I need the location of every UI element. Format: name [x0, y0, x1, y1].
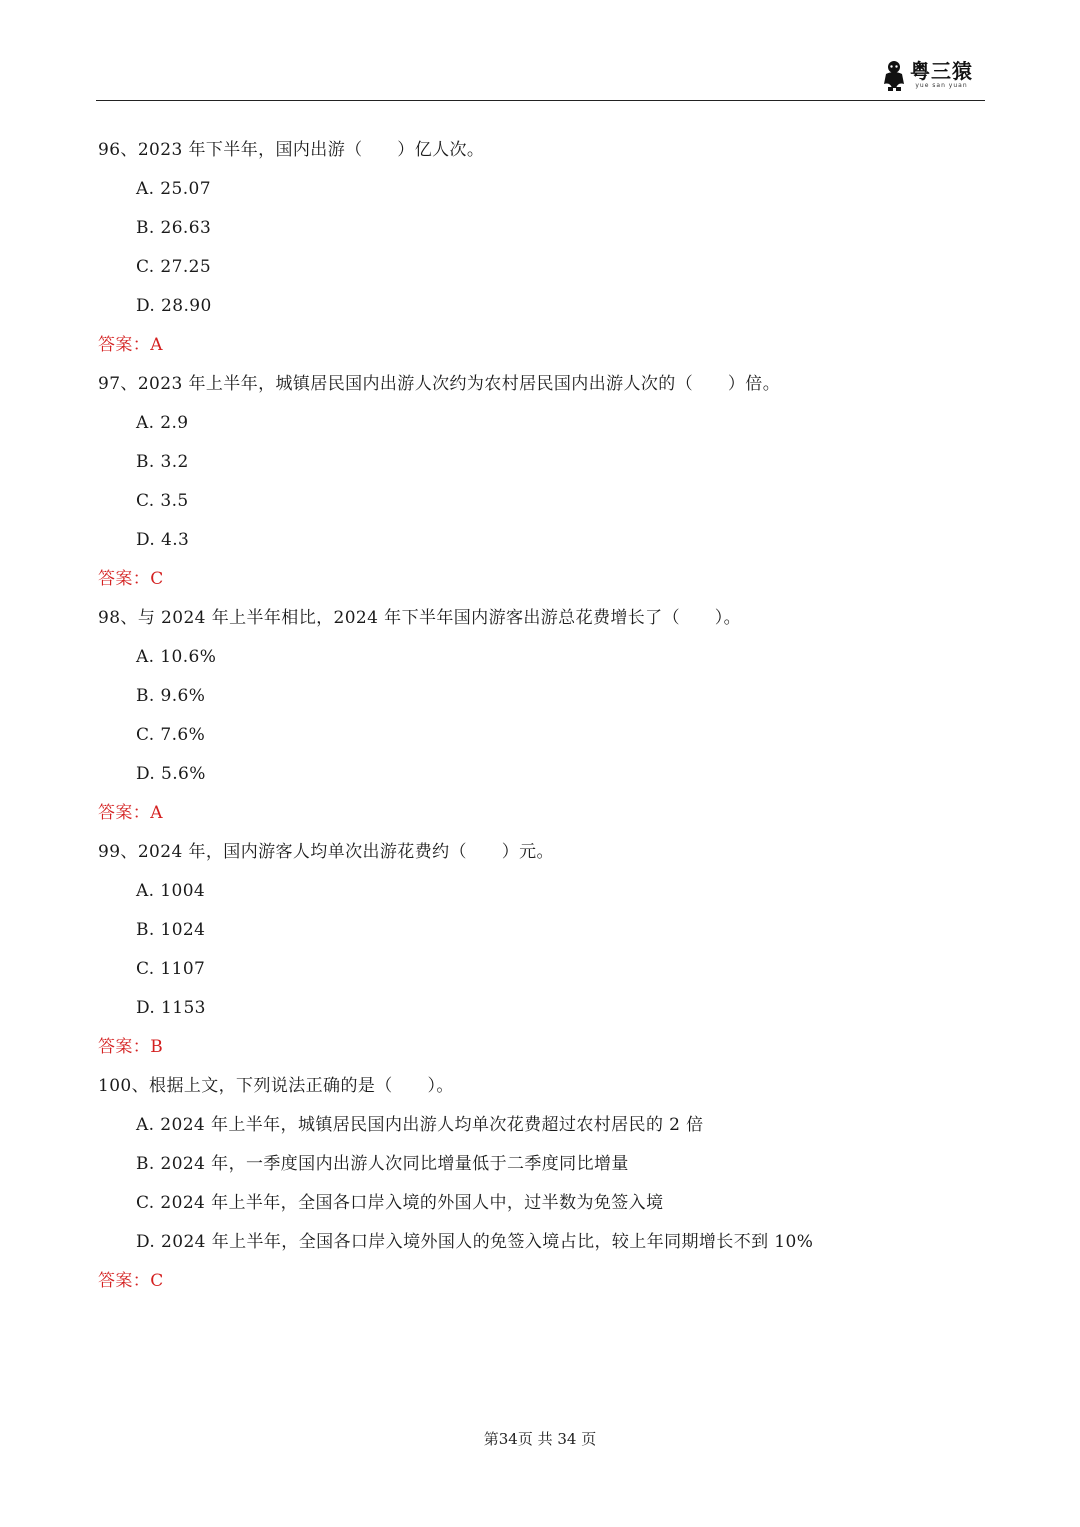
- question-stem: 96、2023 年下半年，国内出游（ ）亿人次。: [98, 140, 485, 160]
- brand-logo: [880, 60, 973, 94]
- option-d: D. 1153: [136, 998, 206, 1018]
- page-number: 第34页 共 34 页: [483, 1430, 597, 1448]
- option-d: D. 28.90: [136, 296, 212, 316]
- logo-text: 粤三猿: [910, 59, 973, 83]
- answer-text: 答案：A: [98, 803, 163, 823]
- option-a: A. 2024 年上半年，城镇居民国内出游人均单次花费超过农村居民的 2 倍: [136, 1115, 704, 1135]
- question-stem: 100、根据上文，下列说法正确的是（ ）。: [98, 1076, 454, 1096]
- option-c: C. 27.25: [136, 257, 212, 277]
- question-list: [96, 131, 985, 1301]
- monkey-icon: [880, 60, 908, 92]
- option-b: B. 9.6%: [136, 686, 206, 706]
- option-d: D. 5.6%: [136, 764, 206, 784]
- option-c: C. 1107: [136, 959, 206, 979]
- option-b: B. 2024 年，一季度国内出游人次同比增量低于二季度同比增量: [136, 1154, 629, 1174]
- option-b: B. 1024: [136, 920, 206, 940]
- option-a: A. 1004: [136, 881, 206, 901]
- logo-subtext: yue san yuan: [915, 82, 968, 89]
- question-100: [96, 1067, 985, 1301]
- option-c: C. 7.6%: [136, 725, 206, 745]
- option-a: A. 25.07: [136, 179, 211, 199]
- option-d: D. 4.3: [136, 530, 190, 550]
- question-96: [96, 131, 985, 365]
- option-b: B. 3.2: [136, 452, 189, 472]
- question-97: [96, 365, 985, 599]
- question-98: [96, 599, 985, 833]
- answer-text: 答案：C: [98, 1271, 164, 1291]
- question-stem: 98、与 2024 年上半年相比，2024 年下半年国内游客出游总花费增长了（ ）。: [98, 608, 742, 628]
- answer-text: 答案：B: [98, 1037, 164, 1057]
- answer-text: 答案：A: [98, 335, 163, 355]
- option-a: A. 2.9: [136, 413, 189, 433]
- option-c: C. 2024 年上半年，全国各口岸入境的外国人中，过半数为免签入境: [136, 1193, 664, 1213]
- question-stem: 97、2023 年上半年，城镇居民国内出游人次约为农村居民国内出游人次的（ ）倍。: [98, 374, 781, 394]
- option-d: D. 2024 年上半年，全国各口岸入境外国人的免签入境占比，较上年同期增长不到 10%: [136, 1232, 814, 1252]
- question-stem: 99、2024 年，国内游客人均单次出游花费约（ ）元。: [98, 842, 554, 862]
- page-header: [96, 0, 985, 101]
- option-a: A. 10.6%: [136, 647, 217, 667]
- option-c: C. 3.5: [136, 491, 189, 511]
- answer-text: 答案：C: [98, 569, 164, 589]
- question-99: [96, 833, 985, 1067]
- option-b: B. 26.63: [136, 218, 212, 238]
